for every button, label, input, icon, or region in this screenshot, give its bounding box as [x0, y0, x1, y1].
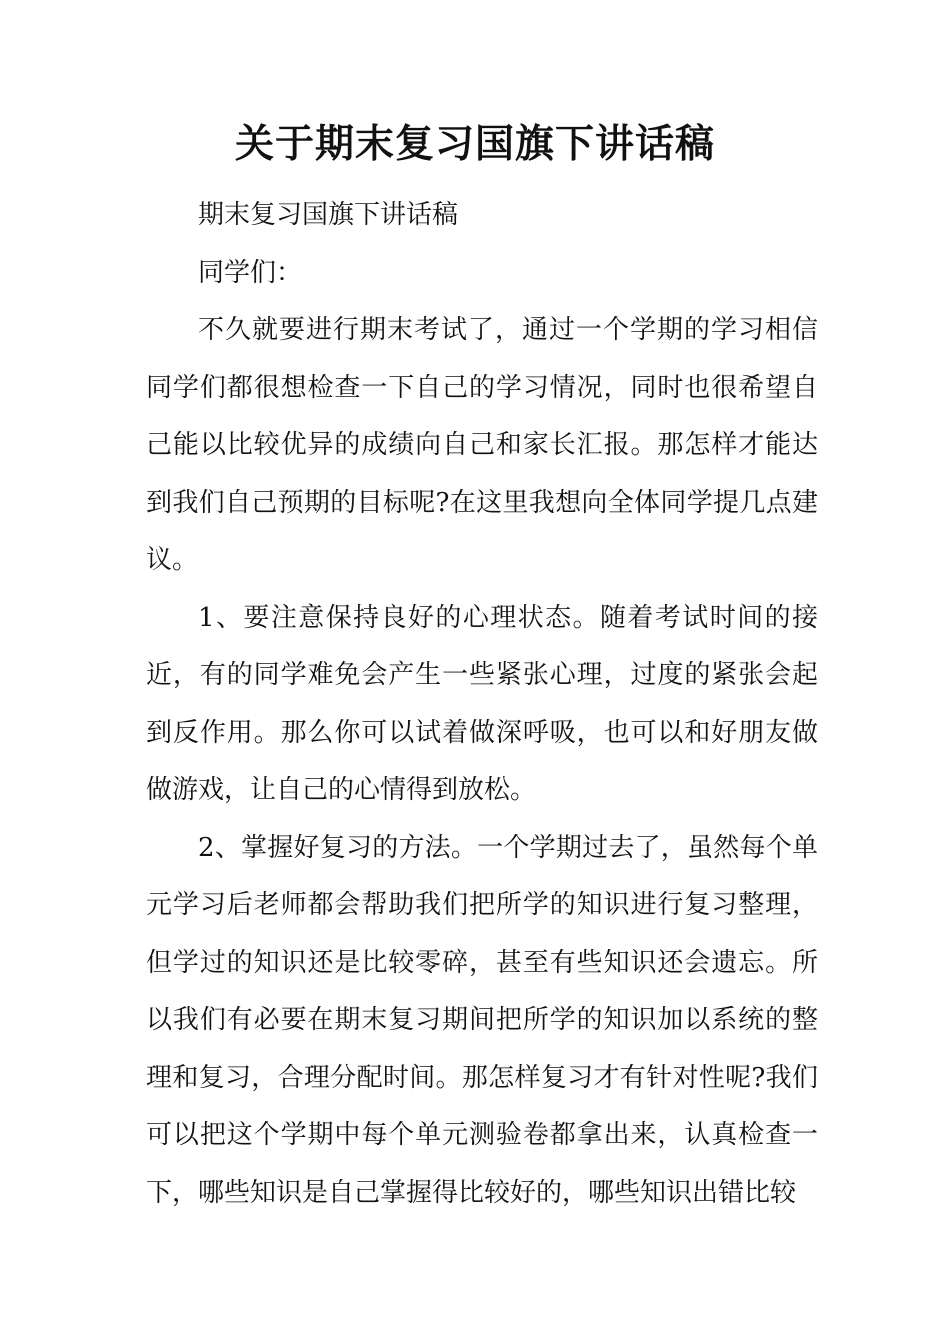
- point-1-paragraph: 1、要注意保持良好的心理状态。随着考试时间的接近，有的同学难免会产生一些紧张心理，过度的紧张会起到反作用。那么你可以试着做深呼吸，也可以和好朋友做做游戏，让自己的心情得到放松。: [146, 602, 818, 805]
- greeting-paragraph: 同学们：: [198, 257, 303, 288]
- point-2-paragraph: 2、掌握好复习的方法。一个学期过去了，虽然每个单元学习后老师都会帮助我们把所学的知识进行复习整理，但学过的知识还是比较零碎，甚至有些知识还会遗忘。所以我们有必要在期末复习期间把所学的知识加以系统的整理和复习，合理分配时间。那怎样复习才有针对性呢?我们可以把这个学期中每个单元测验卷都拿出来，认真检查一下，哪些知识是自己掌握得比较好的，哪些知识出错比较: [146, 832, 818, 1208]
- subtitle-paragraph: 期末复习国旗下讲话稿: [198, 200, 459, 230]
- document-body: [146, 187, 818, 1222]
- document-title: 关于期末复习国旗下讲话稿: [234, 121, 715, 167]
- intro-paragraph: 不久就要进行期末考试了，通过一个学期的学习相信同学们都很想检查一下自己的学习情况，同时也很希望自己能以比较优异的成绩向自己和家长汇报。那怎样才能达到我们自己预期的目标呢?在这里我想向全体同学提几点建议。: [146, 315, 818, 575]
